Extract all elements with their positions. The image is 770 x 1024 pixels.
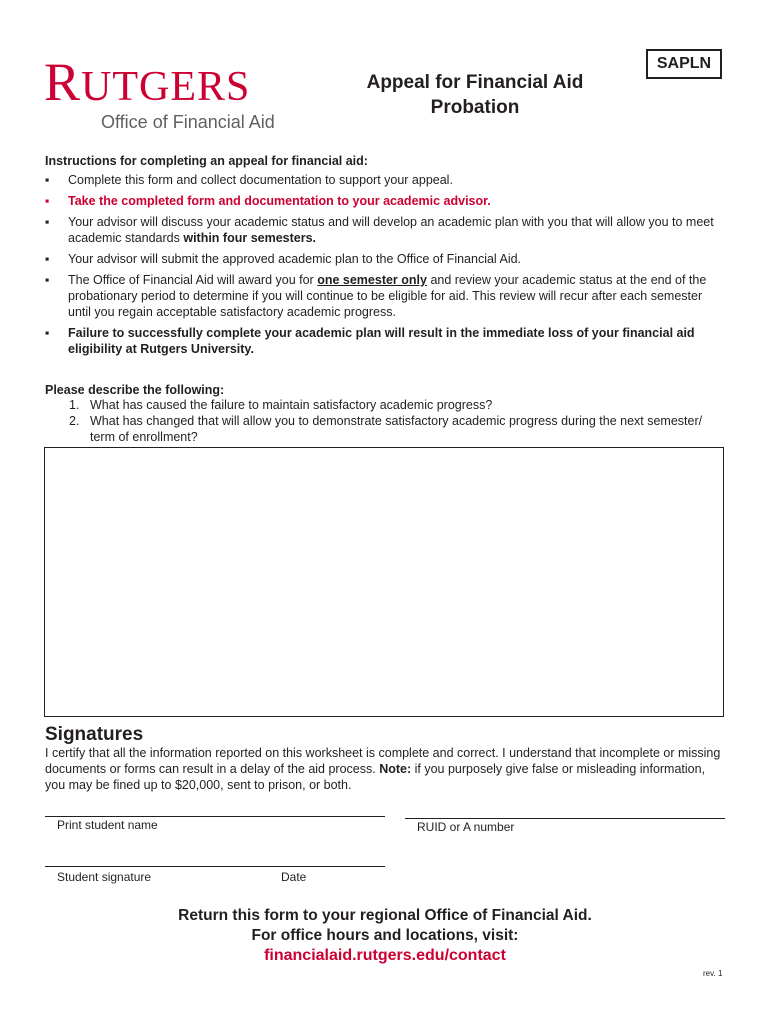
question-list — [45, 397, 725, 445]
list-item: ▪ The Office of Financial Aid will award you for one semester only and review your academic status at the end of the probationary period to determine if you will continue to be eligible for aid. This review will recur after each semester until you regain acceptable satisfactory academic progress. — [45, 273, 707, 319]
student-signature-label: Student signature — [57, 870, 152, 884]
form-code-badge: SAPLN — [646, 49, 722, 79]
form-title-line2: Probation — [430, 97, 520, 118]
bullet-icon: ▪ — [45, 215, 50, 229]
student-name-field[interactable] — [45, 816, 385, 817]
form-title — [340, 70, 610, 120]
bullet-icon: ▪ — [45, 173, 50, 187]
describe-heading: Please describe the following: — [45, 383, 225, 397]
appeal-response-field[interactable] — [44, 447, 724, 717]
signatures-title: Signatures — [45, 724, 144, 745]
bullet-icon: ▪ — [45, 252, 50, 266]
contact-link[interactable]: financialaid.rutgers.edu/contact — [264, 947, 506, 964]
question-1: 1. What has caused the failure to maintain satisfactory academic progress? — [69, 398, 493, 412]
logo-wordmark-rest: UTGERS — [81, 64, 251, 110]
rutgers-logo — [44, 52, 251, 112]
list-item: ▪ Failure to successfully complete your academic plan will result in the immediate loss of your financial aid eligibility at Rutgers University. — [45, 326, 695, 356]
date-label: Date — [281, 870, 307, 884]
revision-label: rev. 1 — [703, 969, 723, 978]
instructions-heading: Instructions for completing an appeal for financial aid: — [45, 154, 368, 168]
list-item: ▪ Take the completed form and documentation to your academic advisor. — [45, 194, 491, 208]
instructions-list — [45, 172, 725, 362]
list-item: ▪ Complete this form and collect documentation to support your appeal. — [45, 173, 453, 187]
bullet-icon: ▪ — [45, 273, 50, 287]
form-title-line1: Appeal for Financial Aid — [366, 72, 584, 93]
return-instructions — [135, 906, 635, 966]
bullet-icon: ▪ — [45, 326, 50, 340]
list-item: ▪ Your advisor will submit the approved academic plan to the Office of Financial Aid. — [45, 252, 522, 266]
logo-initial: R — [44, 52, 82, 112]
signature-date-field[interactable] — [45, 866, 385, 867]
bullet-icon: ▪ — [45, 194, 50, 208]
question-2: 2. What has changed that will allow you to demonstrate satisfactory academic progress during the next semester/ term of enrollment? — [69, 414, 703, 444]
note-label: Note: — [379, 762, 412, 776]
footer-line2: For office hours and locations, visit: — [251, 927, 519, 944]
student-name-label: Print student name — [57, 818, 158, 832]
ruid-field[interactable] — [405, 818, 725, 819]
footer-line1: Return this form to your regional Office of Financial Aid. — [178, 907, 592, 924]
ruid-label: RUID or A number — [417, 820, 515, 834]
office-name: Office of Financial Aid — [101, 112, 275, 132]
list-item: ▪ Your advisor will discuss your academic status and will develop an academic plan with you that will allow you to meet academic standards within four semesters. — [45, 215, 714, 245]
certification-text: I certify that all the information reported on this worksheet is complete and correct. I understand that incomplete or missing documents or forms can result in a delay of the aid process. Note: if you purposely give false or misleading information, you may be fined up to $20,000, sent to prison, or both. — [45, 746, 721, 792]
